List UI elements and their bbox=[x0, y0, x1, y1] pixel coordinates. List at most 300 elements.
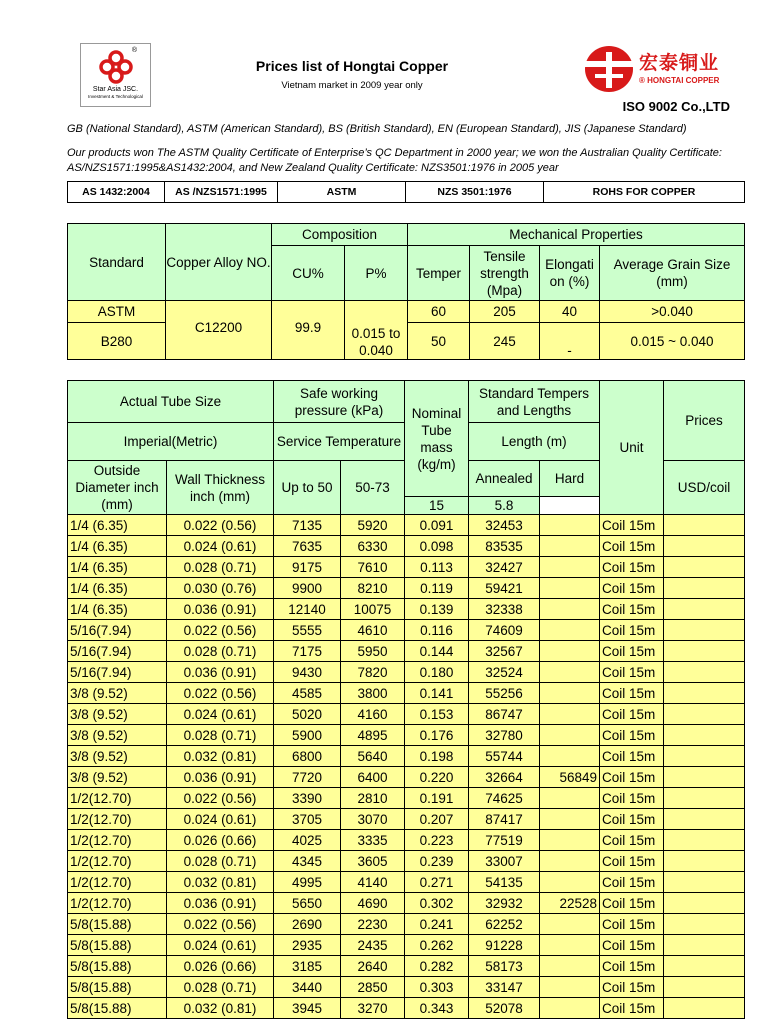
cell-p73: 4610 bbox=[341, 620, 405, 641]
price-header-usd-coil: USD/coil bbox=[664, 461, 745, 515]
table-row bbox=[68, 830, 745, 851]
cell-price bbox=[664, 872, 745, 893]
cell-p73: 10075 bbox=[341, 599, 405, 620]
cell-p50: 3705 bbox=[274, 809, 341, 830]
cell-p50: 5020 bbox=[274, 704, 341, 725]
cell-p73: 2230 bbox=[341, 914, 405, 935]
cell-unit: Coil 15m bbox=[600, 662, 664, 683]
spec-temper: 60 bbox=[408, 301, 470, 323]
cell-h bbox=[540, 536, 600, 557]
spec-header-p: P% bbox=[345, 246, 408, 301]
cell-wall: 0.026 (0.66) bbox=[167, 956, 274, 977]
cell-h bbox=[540, 998, 600, 1019]
price-header-service-temp: Service Temperature bbox=[274, 423, 405, 461]
cell-mass: 0.180 bbox=[405, 662, 469, 683]
price-header-50-73: 50-73 bbox=[341, 461, 405, 515]
cell-p50: 4345 bbox=[274, 851, 341, 872]
cell-unit: Coil 15m bbox=[600, 872, 664, 893]
star-asia-knot-icon bbox=[96, 48, 136, 86]
hongtai-emblem-icon bbox=[583, 44, 635, 94]
cell-price bbox=[664, 809, 745, 830]
cell-unit: Coil 15m bbox=[600, 767, 664, 788]
cell-unit: Coil 15m bbox=[600, 977, 664, 998]
price-table bbox=[67, 380, 745, 1019]
cell-od: 1/4 (6.35) bbox=[68, 578, 167, 599]
cell-mass: 0.271 bbox=[405, 872, 469, 893]
cell-od: 3/8 (9.52) bbox=[68, 704, 167, 725]
cell-p73: 2640 bbox=[341, 956, 405, 977]
cell-a: 74625 bbox=[469, 788, 540, 809]
cell-unit: Coil 15m bbox=[600, 851, 664, 872]
cell-p73: 4690 bbox=[341, 893, 405, 914]
cell-a: 77519 bbox=[469, 830, 540, 851]
cell-price bbox=[664, 788, 745, 809]
cell-price bbox=[664, 662, 745, 683]
cell-unit: Coil 15m bbox=[600, 956, 664, 977]
cell-p73: 3335 bbox=[341, 830, 405, 851]
cell-price bbox=[664, 998, 745, 1019]
cell-unit: Coil 15m bbox=[600, 746, 664, 767]
spec-temper: 50 bbox=[408, 323, 470, 360]
cell-unit: Coil 15m bbox=[600, 725, 664, 746]
cell-mass: 0.141 bbox=[405, 683, 469, 704]
cell-mass: 0.198 bbox=[405, 746, 469, 767]
cell-p50: 5555 bbox=[274, 620, 341, 641]
cell-od: 5/8(15.88) bbox=[68, 956, 167, 977]
spec-header-temper: Temper bbox=[408, 246, 470, 301]
table-row bbox=[68, 935, 745, 956]
cell-od: 1/2(12.70) bbox=[68, 788, 167, 809]
price-header-actual-size: Actual Tube Size bbox=[68, 381, 274, 423]
cell-unit: Coil 15m bbox=[600, 893, 664, 914]
cell-od: 5/16(7.94) bbox=[68, 620, 167, 641]
cell-od: 5/8(15.88) bbox=[68, 998, 167, 1019]
cell-mass: 0.144 bbox=[405, 641, 469, 662]
cell-wall: 0.036 (0.91) bbox=[167, 662, 274, 683]
cell-od: 5/8(15.88) bbox=[68, 935, 167, 956]
cell-mass: 0.223 bbox=[405, 830, 469, 851]
cell-wall: 0.022 (0.56) bbox=[167, 515, 274, 536]
spec-grain: >0.040 bbox=[600, 301, 745, 323]
cell-price bbox=[664, 935, 745, 956]
price-header-hard: Hard bbox=[540, 461, 600, 497]
cell-wall: 0.028 (0.71) bbox=[167, 977, 274, 998]
page-title: Prices list of Hongtai Copper bbox=[255, 58, 449, 74]
spec-header-grain: Average Grain Size (mm) bbox=[600, 246, 745, 301]
table-row bbox=[68, 998, 745, 1019]
cell-od: 1/4 (6.35) bbox=[68, 515, 167, 536]
table-row bbox=[68, 620, 745, 641]
cell-h bbox=[540, 599, 600, 620]
cell-mass: 0.176 bbox=[405, 725, 469, 746]
cell-mass: 0.303 bbox=[405, 977, 469, 998]
cell-p50: 3440 bbox=[274, 977, 341, 998]
cell-p50: 9175 bbox=[274, 557, 341, 578]
table-row bbox=[68, 809, 745, 830]
cell-a: 33147 bbox=[469, 977, 540, 998]
cell-mass: 0.343 bbox=[405, 998, 469, 1019]
cell-mass: 0.098 bbox=[405, 536, 469, 557]
logo-caption: Star Asia JSC. bbox=[92, 86, 139, 93]
cell-wall: 0.028 (0.71) bbox=[167, 851, 274, 872]
cell-price bbox=[664, 893, 745, 914]
cell-p50: 2935 bbox=[274, 935, 341, 956]
cell-p73: 3800 bbox=[341, 683, 405, 704]
cell-a: 32780 bbox=[469, 725, 540, 746]
cell-mass: 0.116 bbox=[405, 620, 469, 641]
cell-p50: 2690 bbox=[274, 914, 341, 935]
cell-h bbox=[540, 956, 600, 977]
cell-od: 1/2(12.70) bbox=[68, 809, 167, 830]
price-header-wall-thickness: Wall Thickness inch (mm) bbox=[167, 461, 274, 515]
spec-tensile: 205 bbox=[470, 301, 540, 323]
cell-price bbox=[664, 767, 745, 788]
cell-od: 3/8 (9.52) bbox=[68, 725, 167, 746]
cell-a: 54135 bbox=[469, 872, 540, 893]
cert-cell: ASTM bbox=[278, 182, 406, 203]
cell-price bbox=[664, 851, 745, 872]
cell-mass: 0.302 bbox=[405, 893, 469, 914]
cell-wall: 0.022 (0.56) bbox=[167, 914, 274, 935]
cell-od: 1/4 (6.35) bbox=[68, 557, 167, 578]
cell-p73: 6330 bbox=[341, 536, 405, 557]
spec-header-cu: CU% bbox=[272, 246, 345, 301]
cell-h bbox=[540, 809, 600, 830]
hongtai-logo bbox=[583, 44, 743, 94]
spec-header-tensile: Tensile strength (Mpa) bbox=[470, 246, 540, 301]
cell-price bbox=[664, 515, 745, 536]
price-header-outside-diameter: Outside Diameter inch (mm) bbox=[68, 461, 167, 515]
cell-h bbox=[540, 746, 600, 767]
cell-h bbox=[540, 788, 600, 809]
cell-od: 5/8(15.88) bbox=[68, 914, 167, 935]
cell-od: 1/4 (6.35) bbox=[68, 599, 167, 620]
price-header-unit: Unit bbox=[600, 381, 664, 515]
cell-wall: 0.028 (0.71) bbox=[167, 641, 274, 662]
certificate-note: Our products won The ASTM Quality Certificate of Enterprise’s QC Department in 2000 year; we won the Australian Quality Certificate: AS/NZS1571:1995&AS1432:2004, and New Zealand Quality Certificate: NZS3501:1976 in 2005 year bbox=[67, 147, 722, 174]
cell-a: 32567 bbox=[469, 641, 540, 662]
spec-cu: 99.9 bbox=[272, 301, 345, 360]
cell-price bbox=[664, 956, 745, 977]
cell-unit: Coil 15m bbox=[600, 683, 664, 704]
cell-unit: Coil 15m bbox=[600, 809, 664, 830]
table-row bbox=[68, 893, 745, 914]
table-row bbox=[68, 956, 745, 977]
cell-wall: 0.030 (0.76) bbox=[167, 578, 274, 599]
hongtai-english-name: ® HONGTAI COPPER bbox=[639, 76, 720, 85]
spec-p: 0.015 to 0.040 bbox=[345, 301, 408, 360]
cell-a: 86747 bbox=[469, 704, 540, 725]
cell-a: 55744 bbox=[469, 746, 540, 767]
cell-mass: 0.282 bbox=[405, 956, 469, 977]
cell-unit: Coil 15m bbox=[600, 704, 664, 725]
spec-elongation: - bbox=[540, 323, 600, 360]
cell-h bbox=[540, 578, 600, 599]
table-row bbox=[68, 851, 745, 872]
cell-price bbox=[664, 683, 745, 704]
cell-price bbox=[664, 725, 745, 746]
cell-price bbox=[664, 599, 745, 620]
cell-a: 32932 bbox=[469, 893, 540, 914]
price-header-annealed: Annealed bbox=[469, 461, 540, 497]
table-row bbox=[68, 641, 745, 662]
cell-od: 1/4 (6.35) bbox=[68, 536, 167, 557]
spec-header-elongation: Elongati on (%) bbox=[540, 246, 600, 301]
cell-a: 32427 bbox=[469, 557, 540, 578]
cell-mass: 0.113 bbox=[405, 557, 469, 578]
table-row bbox=[68, 788, 745, 809]
cell-p50: 3185 bbox=[274, 956, 341, 977]
cell-price bbox=[664, 704, 745, 725]
cell-a: 32338 bbox=[469, 599, 540, 620]
spec-header-composition: Composition bbox=[272, 224, 408, 246]
table-row bbox=[68, 767, 745, 788]
cell-a: 83535 bbox=[469, 536, 540, 557]
price-header-imperial: Imperial(Metric) bbox=[68, 423, 274, 461]
cell-mass: 0.153 bbox=[405, 704, 469, 725]
cell-a: 32524 bbox=[469, 662, 540, 683]
cell-wall: 0.036 (0.91) bbox=[167, 893, 274, 914]
table-row bbox=[68, 683, 745, 704]
price-header-standard-tempers: Standard Tempers and Lengths bbox=[469, 381, 600, 423]
cell-p50: 9900 bbox=[274, 578, 341, 599]
spec-elongation: 40 bbox=[540, 301, 600, 323]
cell-p73: 4140 bbox=[341, 872, 405, 893]
cell-unit: Coil 15m bbox=[600, 515, 664, 536]
cell-p73: 2435 bbox=[341, 935, 405, 956]
cell-h bbox=[540, 620, 600, 641]
cell-h bbox=[540, 515, 600, 536]
cell-p50: 4025 bbox=[274, 830, 341, 851]
table-row bbox=[68, 536, 745, 557]
cell-wall: 0.026 (0.66) bbox=[167, 830, 274, 851]
cell-wall: 0.032 (0.81) bbox=[167, 998, 274, 1019]
price-header-length: Length (m) bbox=[469, 423, 600, 461]
cell-od: 3/8 (9.52) bbox=[68, 746, 167, 767]
certification-table bbox=[67, 181, 745, 203]
cell-unit: Coil 15m bbox=[600, 578, 664, 599]
table-row bbox=[68, 662, 745, 683]
cell-p50: 12140 bbox=[274, 599, 341, 620]
cell-unit: Coil 15m bbox=[600, 998, 664, 1019]
cell-p73: 5950 bbox=[341, 641, 405, 662]
cell-mass: 0.220 bbox=[405, 767, 469, 788]
standards-line: GB (National Standard), ASTM (American Standard), BS (British Standard), EN (European Standard), JIS (Japanese Standard) bbox=[67, 123, 687, 135]
cell-mass: 0.139 bbox=[405, 599, 469, 620]
cell-h bbox=[540, 662, 600, 683]
cell-price bbox=[664, 746, 745, 767]
cell-h bbox=[540, 557, 600, 578]
cell-unit: Coil 15m bbox=[600, 641, 664, 662]
iso-label: ISO 9002 Co.,LTD bbox=[622, 99, 730, 114]
cell-h: 56849 bbox=[540, 767, 600, 788]
cell-p50: 9430 bbox=[274, 662, 341, 683]
cell-p73: 3270 bbox=[341, 998, 405, 1019]
spec-header-mechanical: Mechanical Properties bbox=[408, 224, 745, 246]
cell-a: 55256 bbox=[469, 683, 540, 704]
cell-price bbox=[664, 914, 745, 935]
cell-p73: 6400 bbox=[341, 767, 405, 788]
cell-p50: 7135 bbox=[274, 515, 341, 536]
cell-p50: 3945 bbox=[274, 998, 341, 1019]
cell-p50: 5650 bbox=[274, 893, 341, 914]
cell-wall: 0.022 (0.56) bbox=[167, 788, 274, 809]
cell-wall: 0.036 (0.91) bbox=[167, 767, 274, 788]
table-row bbox=[68, 746, 745, 767]
cell-h bbox=[540, 851, 600, 872]
cell-p73: 7610 bbox=[341, 557, 405, 578]
cell-h: 22528 bbox=[540, 893, 600, 914]
cell-wall: 0.032 (0.81) bbox=[167, 746, 274, 767]
table-row bbox=[68, 914, 745, 935]
cell-p73: 7820 bbox=[341, 662, 405, 683]
cell-wall: 0.022 (0.56) bbox=[167, 620, 274, 641]
cell-wall: 0.024 (0.61) bbox=[167, 809, 274, 830]
registered-mark: ® bbox=[131, 47, 137, 54]
cell-p73: 8210 bbox=[341, 578, 405, 599]
cell-mass: 0.262 bbox=[405, 935, 469, 956]
cell-mass: 0.091 bbox=[405, 515, 469, 536]
cell-unit: Coil 15m bbox=[600, 599, 664, 620]
cell-od: 3/8 (9.52) bbox=[68, 767, 167, 788]
spec-header-alloy: Copper Alloy NO. bbox=[166, 224, 272, 301]
cell-price bbox=[664, 830, 745, 851]
cell-a: 87417 bbox=[469, 809, 540, 830]
cell-unit: Coil 15m bbox=[600, 830, 664, 851]
spec-tensile: 245 bbox=[470, 323, 540, 360]
cell-mass: 0.207 bbox=[405, 809, 469, 830]
price-table-body bbox=[68, 515, 745, 1019]
cert-cell: ROHS FOR COPPER bbox=[544, 182, 745, 203]
cell-mass: 0.239 bbox=[405, 851, 469, 872]
cell-a: 52078 bbox=[469, 998, 540, 1019]
cert-cell: AS 1432:2004 bbox=[68, 182, 165, 203]
table-row bbox=[68, 557, 745, 578]
cell-od: 1/2(12.70) bbox=[68, 830, 167, 851]
cell-a: 62252 bbox=[469, 914, 540, 935]
table-row bbox=[68, 578, 745, 599]
cell-mass: 0.191 bbox=[405, 788, 469, 809]
cell-a: 33007 bbox=[469, 851, 540, 872]
cell-od: 1/2(12.70) bbox=[68, 872, 167, 893]
cell-h bbox=[540, 914, 600, 935]
table-row bbox=[68, 872, 745, 893]
cell-wall: 0.024 (0.61) bbox=[167, 536, 274, 557]
price-header-nominal-mass: Nominal Tube mass (kg/m) bbox=[405, 381, 469, 497]
hongtai-chinese-name: 宏泰铜业 bbox=[639, 53, 720, 74]
cell-p50: 5900 bbox=[274, 725, 341, 746]
cell-od: 3/8 (9.52) bbox=[68, 683, 167, 704]
cell-mass: 0.241 bbox=[405, 914, 469, 935]
spec-standard: ASTM bbox=[68, 301, 166, 323]
cell-a: 74609 bbox=[469, 620, 540, 641]
cell-p73: 2810 bbox=[341, 788, 405, 809]
table-row bbox=[68, 977, 745, 998]
length-annealed: 15 bbox=[405, 497, 469, 515]
logo-subcaption: Investment & Technological bbox=[88, 94, 143, 99]
cell-p50: 3390 bbox=[274, 788, 341, 809]
cell-p50: 4995 bbox=[274, 872, 341, 893]
cert-cell: AS /NZS1571:1995 bbox=[165, 182, 278, 203]
cell-h bbox=[540, 830, 600, 851]
spec-table bbox=[67, 223, 745, 360]
price-header-up-to-50: Up to 50 bbox=[274, 461, 341, 515]
cell-p73: 3605 bbox=[341, 851, 405, 872]
cell-wall: 0.024 (0.61) bbox=[167, 935, 274, 956]
cell-unit: Coil 15m bbox=[600, 935, 664, 956]
cell-a: 32664 bbox=[469, 767, 540, 788]
page-subtitle: Vietnam market in 2009 year only bbox=[281, 80, 423, 91]
cell-unit: Coil 15m bbox=[600, 536, 664, 557]
star-asia-logo bbox=[80, 43, 151, 107]
cell-a: 59421 bbox=[469, 578, 540, 599]
cell-p73: 4160 bbox=[341, 704, 405, 725]
cell-wall: 0.022 (0.56) bbox=[167, 683, 274, 704]
cell-price bbox=[664, 578, 745, 599]
cell-p50: 7635 bbox=[274, 536, 341, 557]
spec-standard: B280 bbox=[68, 323, 166, 360]
cell-p73: 3070 bbox=[341, 809, 405, 830]
price-header-safe-pressure: Safe working pressure (kPa) bbox=[274, 381, 405, 423]
cell-price bbox=[664, 641, 745, 662]
cell-od: 5/8(15.88) bbox=[68, 977, 167, 998]
cell-od: 1/2(12.70) bbox=[68, 893, 167, 914]
cell-mass: 0.119 bbox=[405, 578, 469, 599]
spec-grain: 0.015 ~ 0.040 bbox=[600, 323, 745, 360]
cell-a: 32453 bbox=[469, 515, 540, 536]
cell-wall: 0.032 (0.81) bbox=[167, 872, 274, 893]
cell-wall: 0.024 (0.61) bbox=[167, 704, 274, 725]
length-hard: 5.8 bbox=[469, 497, 540, 515]
cell-price bbox=[664, 557, 745, 578]
cell-h bbox=[540, 725, 600, 746]
cell-od: 5/16(7.94) bbox=[68, 641, 167, 662]
cell-p50: 7720 bbox=[274, 767, 341, 788]
cell-h bbox=[540, 935, 600, 956]
cell-wall: 0.028 (0.71) bbox=[167, 725, 274, 746]
cell-a: 58173 bbox=[469, 956, 540, 977]
spec-header-standard: Standard bbox=[68, 224, 166, 301]
table-row bbox=[68, 725, 745, 746]
cell-unit: Coil 15m bbox=[600, 914, 664, 935]
cell-wall: 0.028 (0.71) bbox=[167, 557, 274, 578]
cell-od: 5/16(7.94) bbox=[68, 662, 167, 683]
cell-od: 1/2(12.70) bbox=[68, 851, 167, 872]
cell-p73: 5920 bbox=[341, 515, 405, 536]
cell-p50: 4585 bbox=[274, 683, 341, 704]
cell-unit: Coil 15m bbox=[600, 620, 664, 641]
cell-p73: 2850 bbox=[341, 977, 405, 998]
cert-cell: NZS 3501:1976 bbox=[406, 182, 544, 203]
cell-price bbox=[664, 977, 745, 998]
table-row bbox=[68, 704, 745, 725]
cell-wall: 0.036 (0.91) bbox=[167, 599, 274, 620]
cell-h bbox=[540, 704, 600, 725]
cell-p73: 4895 bbox=[341, 725, 405, 746]
cell-p50: 6800 bbox=[274, 746, 341, 767]
cell-price bbox=[664, 620, 745, 641]
spec-alloy: C12200 bbox=[166, 301, 272, 360]
cell-p50: 7175 bbox=[274, 641, 341, 662]
price-header-prices: Prices bbox=[664, 381, 745, 461]
cell-unit: Coil 15m bbox=[600, 788, 664, 809]
cell-h bbox=[540, 977, 600, 998]
cell-h bbox=[540, 641, 600, 662]
cell-a: 91228 bbox=[469, 935, 540, 956]
cell-p73: 5640 bbox=[341, 746, 405, 767]
cell-h bbox=[540, 872, 600, 893]
table-row bbox=[68, 515, 745, 536]
